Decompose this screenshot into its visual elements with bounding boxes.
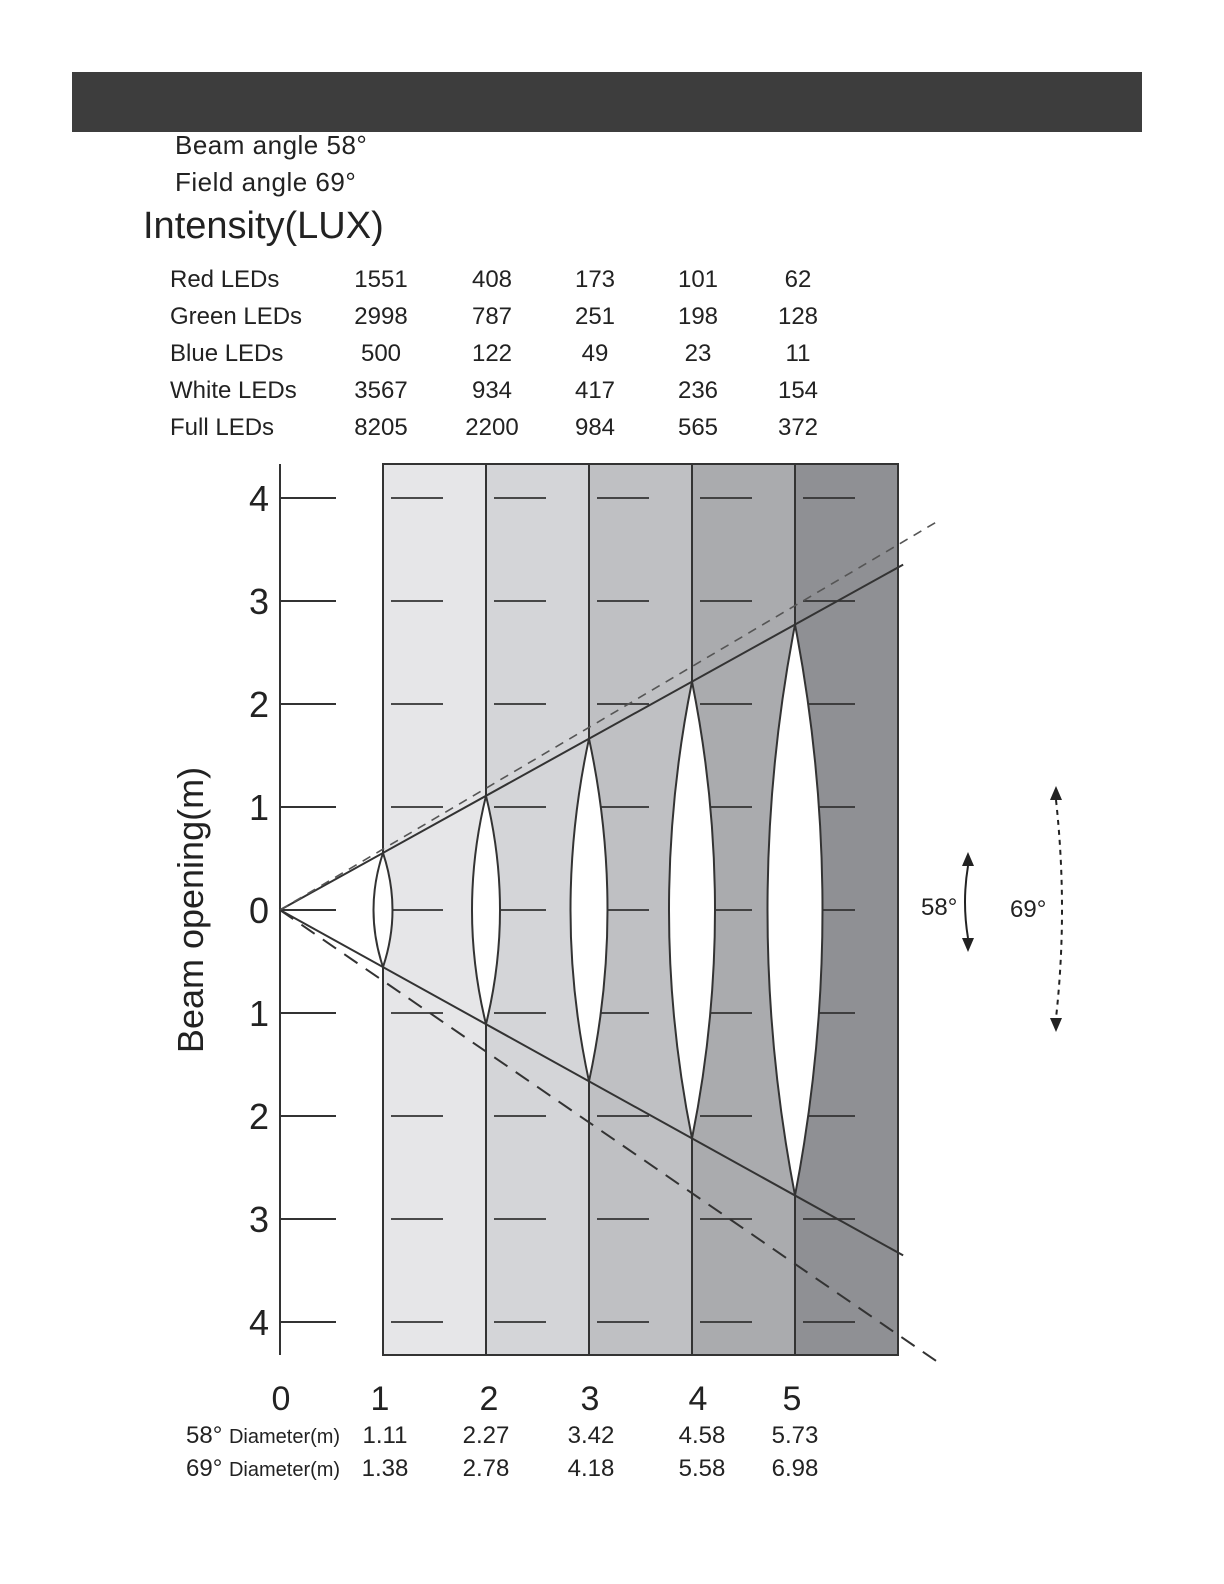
field-angle-arrow (1056, 800, 1062, 1018)
intensity-cell: 101 (677, 266, 719, 293)
diameter-value: 1.11 (362, 1422, 408, 1449)
intensity-cell: 787 (471, 303, 513, 330)
x-tick-label: 1 (370, 1380, 390, 1418)
diameter-row-label (186, 1455, 340, 1483)
intensity-cell: 198 (677, 303, 719, 330)
arrow-head (962, 938, 974, 952)
intensity-cell: 251 (574, 303, 616, 330)
intensity-row-label: Full LEDs (170, 414, 275, 441)
beam-angle-spec: Beam angle 58° (175, 130, 368, 160)
y-tick-label: 1 (248, 787, 270, 828)
intensity-cell: 417 (574, 377, 616, 404)
y-tick-label: 0 (248, 890, 270, 931)
intensity-cell: 3567 (354, 377, 408, 404)
diameter-value: 1.38 (361, 1455, 409, 1482)
field-angle-spec: Field angle 69° (175, 167, 357, 197)
intensity-cell: 408 (471, 266, 513, 293)
arrow-head (1050, 1018, 1062, 1032)
diameter-value: 2.27 (462, 1422, 510, 1449)
y-tick-label: 3 (248, 1199, 270, 1240)
x-tick-label: 2 (479, 1380, 499, 1418)
diameter-value: 5.58 (678, 1455, 726, 1482)
y-axis-title: Beam opening(m) (170, 766, 211, 1054)
x-tick-label: 3 (580, 1380, 600, 1418)
field-angle-label: 69° (1010, 896, 1047, 923)
y-tick-label: 3 (248, 581, 270, 622)
intensity-cell: 372 (777, 414, 819, 441)
intensity-row-label: Red LEDs (170, 266, 280, 293)
y-tick-label: 1 (248, 993, 270, 1034)
arrow-head (1050, 786, 1062, 800)
intensity-cell: 1551 (354, 266, 408, 293)
intensity-title: Intensity(LUX) (143, 205, 384, 247)
intensity-cell: 128 (777, 303, 819, 330)
diameter-value: 4.58 (678, 1422, 726, 1449)
intensity-cell: 122 (471, 340, 513, 367)
diameter-row-label (186, 1422, 340, 1450)
diameter-angle: 69° (186, 1455, 229, 1482)
y-tick-label: 2 (248, 1096, 270, 1137)
arrow-head (962, 852, 974, 866)
intensity-cell: 11 (785, 340, 811, 367)
intensity-cell: 62 (784, 266, 812, 293)
x-tick-label: 0 (271, 1380, 291, 1418)
intensity-cell: 984 (574, 414, 616, 441)
intensity-cell: 934 (471, 377, 513, 404)
diameter-value: 6.98 (771, 1455, 819, 1482)
intensity-cell: 8205 (354, 414, 408, 441)
y-tick-label: 4 (248, 478, 270, 519)
y-tick-label: 4 (248, 1302, 270, 1343)
x-tick-label: 4 (688, 1380, 708, 1418)
diameter-label-text: Diameter(m) (228, 1459, 341, 1481)
y-tick-label: 2 (248, 684, 270, 725)
intensity-row-label: Blue LEDs (170, 340, 284, 367)
intensity-cell: 173 (574, 266, 616, 293)
intensity-cell: 500 (360, 340, 402, 367)
diameter-value: 4.18 (567, 1455, 615, 1482)
diameter-value: 3.42 (567, 1422, 615, 1449)
diameter-value: 2.78 (462, 1455, 510, 1482)
intensity-row-label: Green LEDs (170, 303, 303, 330)
beam-angle-arrow (965, 866, 968, 938)
intensity-cell: 565 (677, 414, 719, 441)
diameter-angle: 58° (186, 1422, 229, 1449)
diameter-label-text: Diameter(m) (228, 1426, 341, 1448)
x-tick-label: 5 (782, 1380, 802, 1418)
beam-angle-label: 58° (921, 894, 958, 921)
intensity-row-label: White LEDs (170, 377, 297, 404)
intensity-cell: 49 (581, 340, 609, 367)
intensity-cell: 23 (684, 340, 712, 367)
intensity-cell: 2200 (465, 414, 519, 441)
intensity-cell: 2998 (354, 303, 408, 330)
intensity-cell: 154 (777, 377, 819, 404)
intensity-cell: 236 (677, 377, 719, 404)
diameter-value: 5.73 (771, 1422, 819, 1449)
